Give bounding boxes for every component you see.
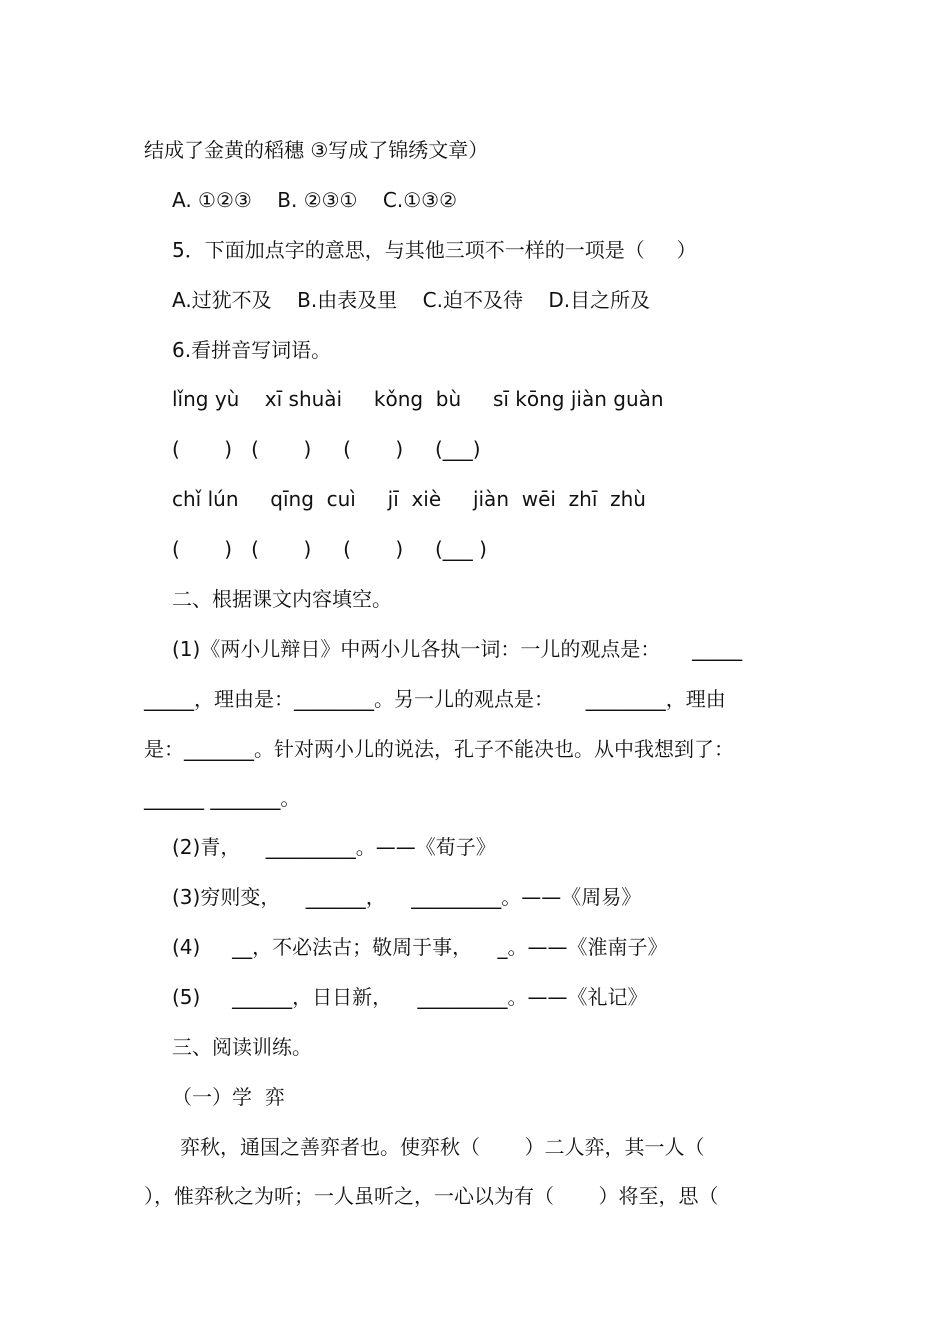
- section-heading: 二、根据课文内容填空。: [172, 587, 392, 611]
- passage-text: ），惟弈秋之为听；一人虽听之，一心以为有（ ）将至，思（: [144, 1184, 719, 1208]
- passage-title: （一）学 弈: [172, 1085, 285, 1109]
- text-line: A.过犹不及 B.由表及里 C.迫不及待 D.目之所及: [172, 288, 651, 312]
- text-line: 是：_______。针对两小儿的说法，孔子不能决也。从中我想到了：: [144, 737, 734, 761]
- answer-blanks: ( ) ( ) ( ) (___): [172, 437, 481, 461]
- question-heading: 6.看拼音写词语。: [172, 338, 332, 362]
- text-line: (3)穷则变， ______， _________。——《周易》: [172, 885, 642, 909]
- text-line: (1)《两小儿辩日》中两小儿各执一词：一儿的观点是： _____: [172, 637, 743, 661]
- pinyin-line: lǐng yù xī shuài kǒng bù sī kōng jiàn guàn: [172, 387, 664, 411]
- text-line: (4) __，不必法古；敬周于事， _。——《淮南子》: [172, 935, 668, 959]
- answer-blanks: ( ) ( ) ( ) (___ ): [172, 537, 487, 561]
- text-line: _____，理由是：________。另一儿的观点是： ________，理由: [144, 687, 726, 711]
- question-heading: 5．下面加点字的意思，与其他三项不一样的一项是（ ）: [172, 238, 697, 262]
- text-line: (5) ______，日日新， _________。——《礼记》: [172, 985, 648, 1009]
- text-line: A. ①②③ B. ②③① C.①③②: [172, 188, 458, 212]
- text-line: (2)青， _________。——《荀子》: [172, 835, 496, 859]
- pinyin-line: chǐ lún qīng cuì jī xiè jiàn wēi zhī zhù: [172, 487, 646, 511]
- text-line: 结成了金黄的稻穗 ③写成了锦绣文章）: [144, 138, 489, 162]
- text-line: ______ _______。: [144, 786, 301, 810]
- passage-text: 弈秋，通国之善弈者也。使弈秋（ ）二人弈，其一人（: [180, 1135, 705, 1159]
- section-heading: 三、阅读训练。: [172, 1035, 312, 1059]
